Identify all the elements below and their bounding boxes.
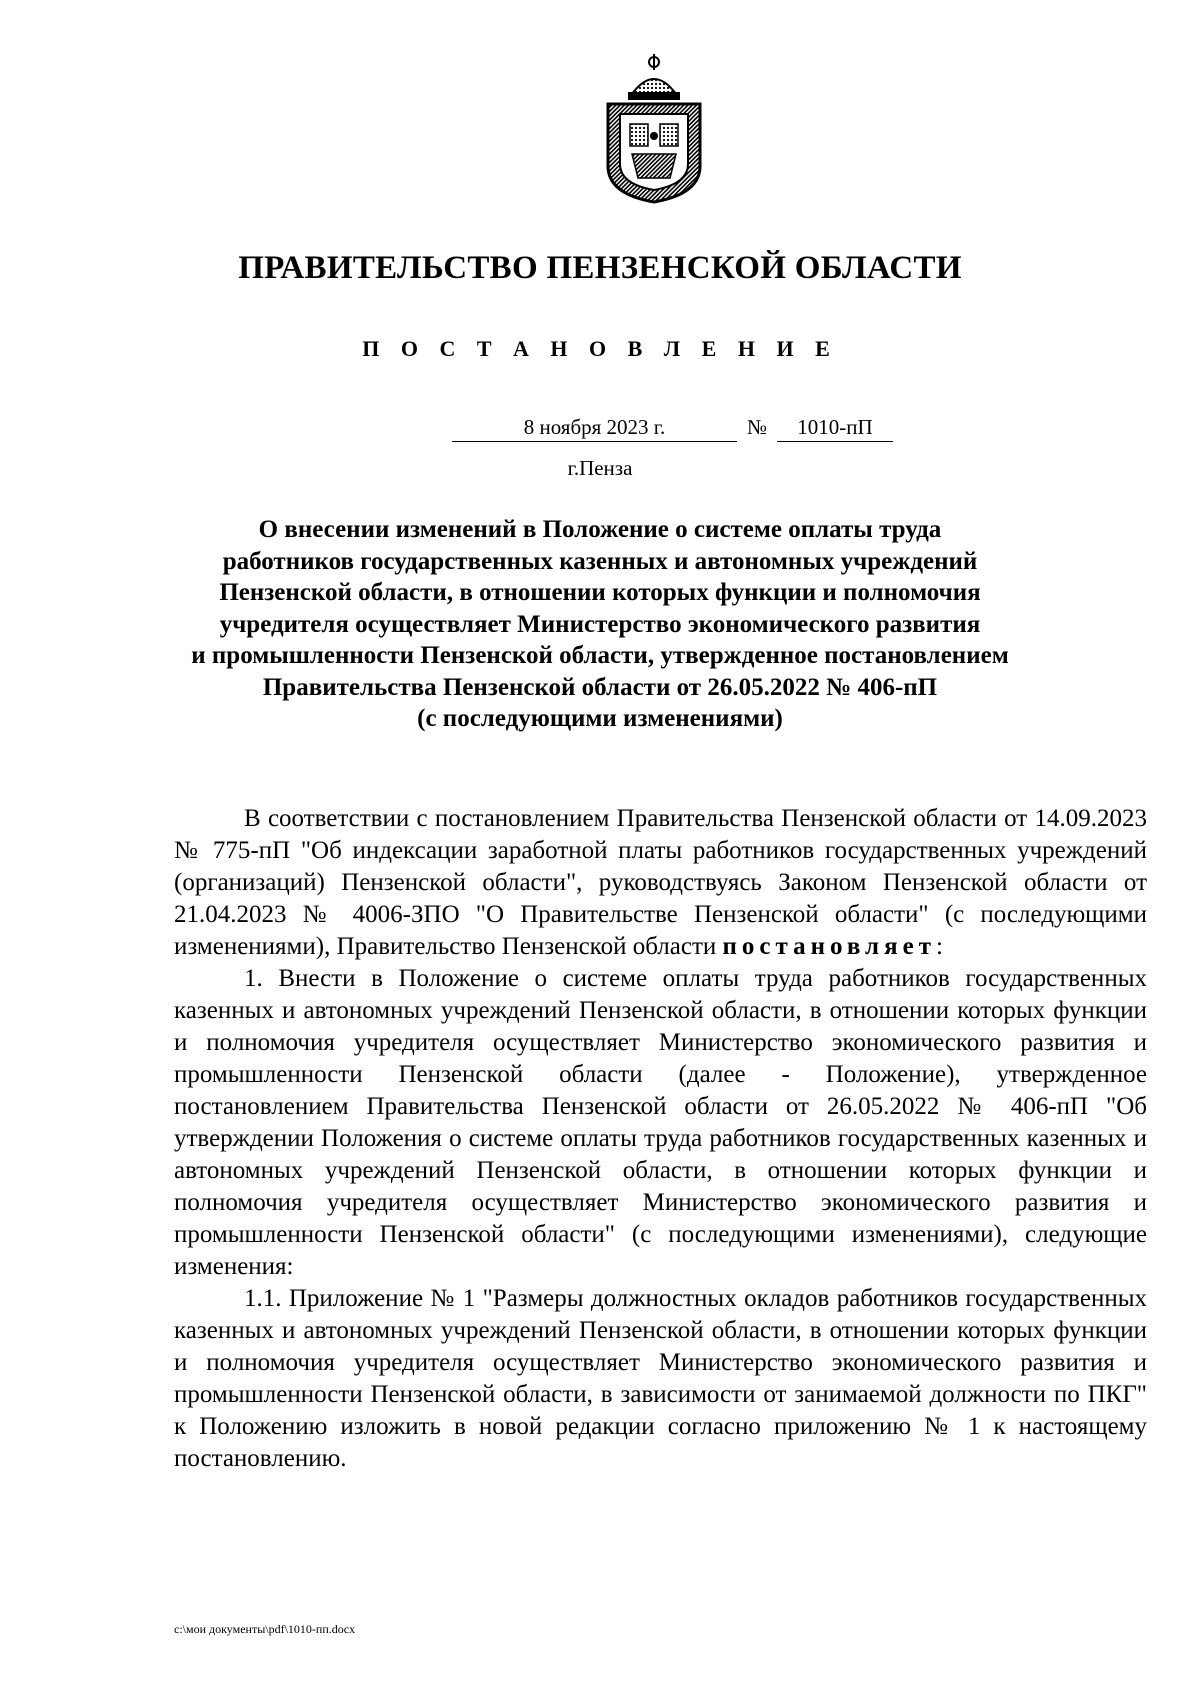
city: г.Пенза xyxy=(567,456,633,480)
preamble-paragraph xyxy=(174,803,1147,963)
subject-line: Правительства Пензенской области от 26.05.2022 № 406-пП xyxy=(262,673,938,701)
subject-line: и промышленности Пензенской области, утвержденное постановлением xyxy=(191,642,1009,669)
document-number: 1010-пП xyxy=(777,415,893,442)
subject-line: Пензенской области, в отношении которых функции и полномочия xyxy=(219,579,981,606)
subject-line: (с последующими изменениями) xyxy=(417,705,783,732)
number-sign: № xyxy=(747,415,768,439)
preamble-text: В соответствии с постановлением Правительства Пензенской области от 14.09.2023 № 775-пП "Об индексации заработной платы работников государственных учреждений (организаций) Пензенской области", руководствуясь Законом Пензенской области от 21.04.2023 № 4006-ЗПО "О Правительстве Пензенской области" (с последующими изменениями), Правительство Пензенской области xyxy=(174,805,1147,960)
subject-line: учредителя осуществляет Министерство экономического развития xyxy=(219,610,981,638)
document-subject xyxy=(140,514,1060,735)
item-1-paragraph: 1. Внести в Положение о системе оплаты труда работников государственных казенных и автономных учреждений Пензенской области, в отношении которых функции и полномочия учредителя осуществляет Министерство экономического развития и промышленности Пензенской области (далее - Положение), утвержденное постановлением Правительства Пензенской области от 26.05.2022 № 406-пП "Об утверждении Положения о системе оплаты труда работников государственных казенных и автономных учреждений Пензенской области, в отношении которых функции и полномочия учредителя осуществляет Министерство экономического развития и промышленности Пензенской области" (с последующими изменениями), следующие изменения: xyxy=(174,965,1147,1280)
decree-word: постановляет xyxy=(722,933,936,960)
document-body xyxy=(174,803,1147,1475)
subject-line: О внесении изменений в Положение о системе оплаты труда xyxy=(258,516,942,543)
item-1-1-paragraph: 1.1. Приложение № 1 "Размеры должностных окладов работников государственных казенных и автономных учреждений Пензенской области, в отношении которых функции и полномочия учредителя осуществляет Министерство экономического развития и промышленности Пензенской области, в зависимости от занимаемой должности по ПКГ" к Положению изложить в новой редакции согласно приложению № 1 к настоящему постановлению. xyxy=(174,1285,1147,1472)
document-type: П О С Т А Н О В Л Е Н И Е xyxy=(362,336,838,361)
penza-region-coat-of-arms-icon xyxy=(598,54,710,204)
government-title: ПРАВИТЕЛЬСТВО ПЕНЗЕНСКОЙ ОБЛАСТИ xyxy=(238,250,962,286)
subject-line: работников государственных казенных и автономных учреждений xyxy=(222,547,978,575)
document-date: 8 ноября 2023 г. xyxy=(452,415,737,442)
decree-colon: : xyxy=(935,933,943,960)
file-path: c:\мои документы\pdf\1010-пп.docx xyxy=(174,1622,356,1636)
